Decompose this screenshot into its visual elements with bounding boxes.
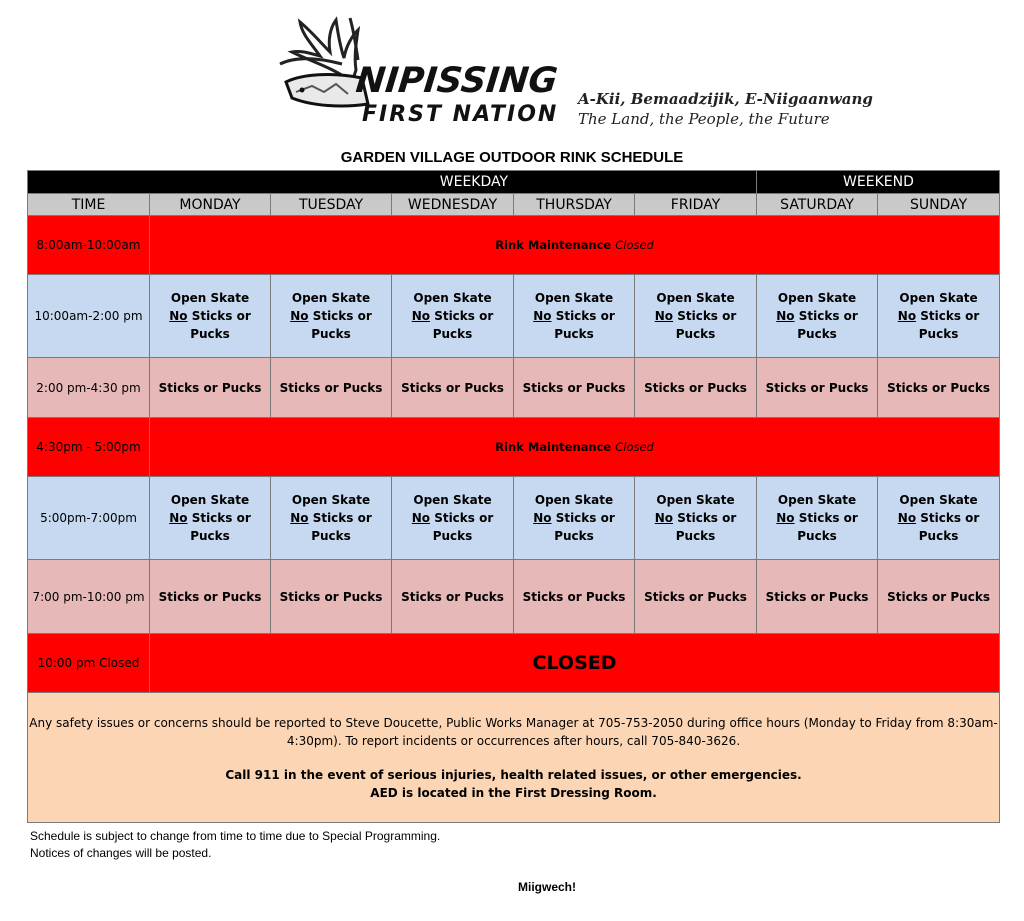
no-label: No <box>533 511 552 525</box>
sticks-label: Sticks or Pucks <box>308 309 372 341</box>
sticks-label: Sticks or Pucks <box>308 511 372 543</box>
open-skate-cell <box>392 477 514 560</box>
time-cell: 10:00 pm Closed <box>28 634 150 693</box>
open-skate-label: Open Skate <box>170 493 250 507</box>
header-wednesday: WEDNESDAY <box>392 194 514 216</box>
header-sunday: SUNDAY <box>878 194 1000 216</box>
open-skate-label: Open Skate <box>899 493 978 507</box>
table-row <box>28 358 1000 418</box>
open-skate-cell <box>635 275 757 358</box>
sticks-cell: Sticks or Pucks <box>514 358 635 418</box>
time-cell: 5:00pm-7:00pm <box>28 477 150 560</box>
sticks-cell: Sticks or Pucks <box>878 358 1000 418</box>
closed-cell: CLOSED <box>150 634 1000 693</box>
time-cell: 7:00 pm-10:00 pm <box>28 560 150 634</box>
sticks-label: Sticks or Pucks <box>430 511 494 543</box>
table-row <box>28 634 1000 693</box>
thanks-text: Miigwech! <box>517 880 576 894</box>
open-skate-label: Open Skate <box>656 291 735 305</box>
sticks-label: Sticks or Pucks <box>794 511 858 543</box>
sticks-cell: Sticks or Pucks <box>150 358 271 418</box>
notes-aed: AED is located in the First Dressing Room. <box>370 785 657 800</box>
open-skate-label: Open Skate <box>777 291 857 305</box>
no-label: No <box>897 309 917 323</box>
notes-row <box>28 693 1000 823</box>
header-tuesday: TUESDAY <box>271 194 392 216</box>
time-cell: 8:00am-10:00am <box>28 216 150 275</box>
maintenance-closed: Closed <box>615 440 654 454</box>
header-thursday: THURSDAY <box>514 194 635 216</box>
sticks-label: Sticks or Pucks <box>187 309 251 341</box>
open-skate-cell <box>514 275 635 358</box>
time-cell: 10:00am-2:00 pm <box>28 275 150 358</box>
maintenance-label: Rink Maintenance <box>495 440 612 454</box>
sticks-cell: Sticks or Pucks <box>271 560 392 634</box>
day-header-row <box>28 194 1000 216</box>
open-skate-label: Open Skate <box>534 493 614 507</box>
sticks-cell: Sticks or Pucks <box>757 560 878 634</box>
footer-line-2: Notices of changes will be posted. <box>30 846 212 860</box>
open-skate-label: Open Skate <box>291 291 371 305</box>
notes-safety: Any safety issues or concerns should be reported to Steve Doucette, Public Works Manager at 705-753-2050 during office hours (Monday to Friday from 8:30am-4:30pm). To report incidents or occurrences after hours, call 705-840-3626. <box>29 715 998 748</box>
open-skate-label: Open Skate <box>534 291 614 305</box>
no-label: No <box>776 309 795 323</box>
open-skate-label: Open Skate <box>656 493 735 507</box>
no-label: No <box>169 309 188 323</box>
header-time: TIME <box>28 194 150 216</box>
sticks-cell: Sticks or Pucks <box>150 560 271 634</box>
open-skate-cell <box>878 477 1000 560</box>
no-label: No <box>897 511 917 525</box>
no-label: No <box>169 511 188 525</box>
open-skate-label: Open Skate <box>777 493 857 507</box>
tagline-english: The Land, the People, the Future <box>578 110 830 128</box>
open-skate-cell <box>878 275 1000 358</box>
no-label: No <box>654 309 674 323</box>
open-skate-cell <box>635 477 757 560</box>
open-skate-cell <box>514 477 635 560</box>
sticks-cell: Sticks or Pucks <box>514 560 635 634</box>
sticks-cell: Sticks or Pucks <box>392 358 514 418</box>
open-skate-cell <box>271 477 392 560</box>
no-label: No <box>654 511 674 525</box>
logo <box>272 12 873 138</box>
sticks-cell: Sticks or Pucks <box>635 560 757 634</box>
footer-line-1: Schedule is subject to change from time to time due to Special Programming. <box>30 829 441 843</box>
sticks-label: Sticks or Pucks <box>794 309 858 341</box>
sticks-label: Sticks or Pucks <box>430 309 494 341</box>
time-cell: 4:30pm - 5:00pm <box>28 418 150 477</box>
open-skate-cell <box>392 275 514 358</box>
no-label: No <box>776 511 795 525</box>
open-skate-label: Open Skate <box>170 291 250 305</box>
time-cell: 2:00 pm-4:30 pm <box>28 358 150 418</box>
sticks-cell: Sticks or Pucks <box>878 560 1000 634</box>
sticks-cell: Sticks or Pucks <box>757 358 878 418</box>
open-skate-label: Open Skate <box>899 291 978 305</box>
logo-subtitle: FIRST NATION <box>362 102 559 127</box>
open-skate-label: Open Skate <box>413 493 492 507</box>
no-label: No <box>411 511 431 525</box>
open-skate-cell <box>150 275 271 358</box>
no-label: No <box>533 309 552 323</box>
logo-name: NIPISSING <box>353 61 560 101</box>
header-saturday: SATURDAY <box>757 194 878 216</box>
maintenance-cell <box>150 216 1000 275</box>
sticks-label: Sticks or Pucks <box>551 309 615 341</box>
header-friday: FRIDAY <box>635 194 757 216</box>
notes-cell <box>28 693 1000 823</box>
sticks-label: Sticks or Pucks <box>673 309 737 341</box>
table-row <box>28 216 1000 275</box>
open-skate-cell <box>757 275 878 358</box>
table-row <box>28 418 1000 477</box>
open-skate-label: Open Skate <box>291 493 371 507</box>
header-monday: MONDAY <box>150 194 271 216</box>
band-row <box>28 171 1000 194</box>
no-label: No <box>290 511 309 525</box>
no-label: No <box>411 309 431 323</box>
sticks-cell: Sticks or Pucks <box>271 358 392 418</box>
notes-emergency: Call 911 in the event of serious injuries, health related issues, or other emergencies. <box>225 767 802 782</box>
sticks-label: Sticks or Pucks <box>916 511 980 543</box>
table-row <box>28 275 1000 358</box>
sticks-label: Sticks or Pucks <box>551 511 615 543</box>
schedule-title: GARDEN VILLAGE OUTDOOR RINK SCHEDULE <box>340 149 684 166</box>
band-weekend: WEEKEND <box>757 171 1000 194</box>
maintenance-closed: Closed <box>615 238 654 252</box>
table-row <box>28 477 1000 560</box>
table-row <box>28 560 1000 634</box>
sticks-cell: Sticks or Pucks <box>392 560 514 634</box>
no-label: No <box>290 309 309 323</box>
sticks-label: Sticks or Pucks <box>187 511 251 543</box>
open-skate-cell <box>271 275 392 358</box>
footer <box>30 828 440 862</box>
schedule-table <box>27 170 1000 823</box>
band-weekday: WEEKDAY <box>28 171 757 194</box>
maintenance-cell <box>150 418 1000 477</box>
sticks-label: Sticks or Pucks <box>916 309 980 341</box>
sticks-cell: Sticks or Pucks <box>635 358 757 418</box>
maintenance-label: Rink Maintenance <box>495 238 612 252</box>
open-skate-cell <box>757 477 878 560</box>
open-skate-label: Open Skate <box>413 291 492 305</box>
open-skate-cell <box>150 477 271 560</box>
sticks-label: Sticks or Pucks <box>673 511 737 543</box>
tagline-ojibwe: A-Kii, Bemaadzijik, E-Niigaanwang <box>578 90 873 108</box>
